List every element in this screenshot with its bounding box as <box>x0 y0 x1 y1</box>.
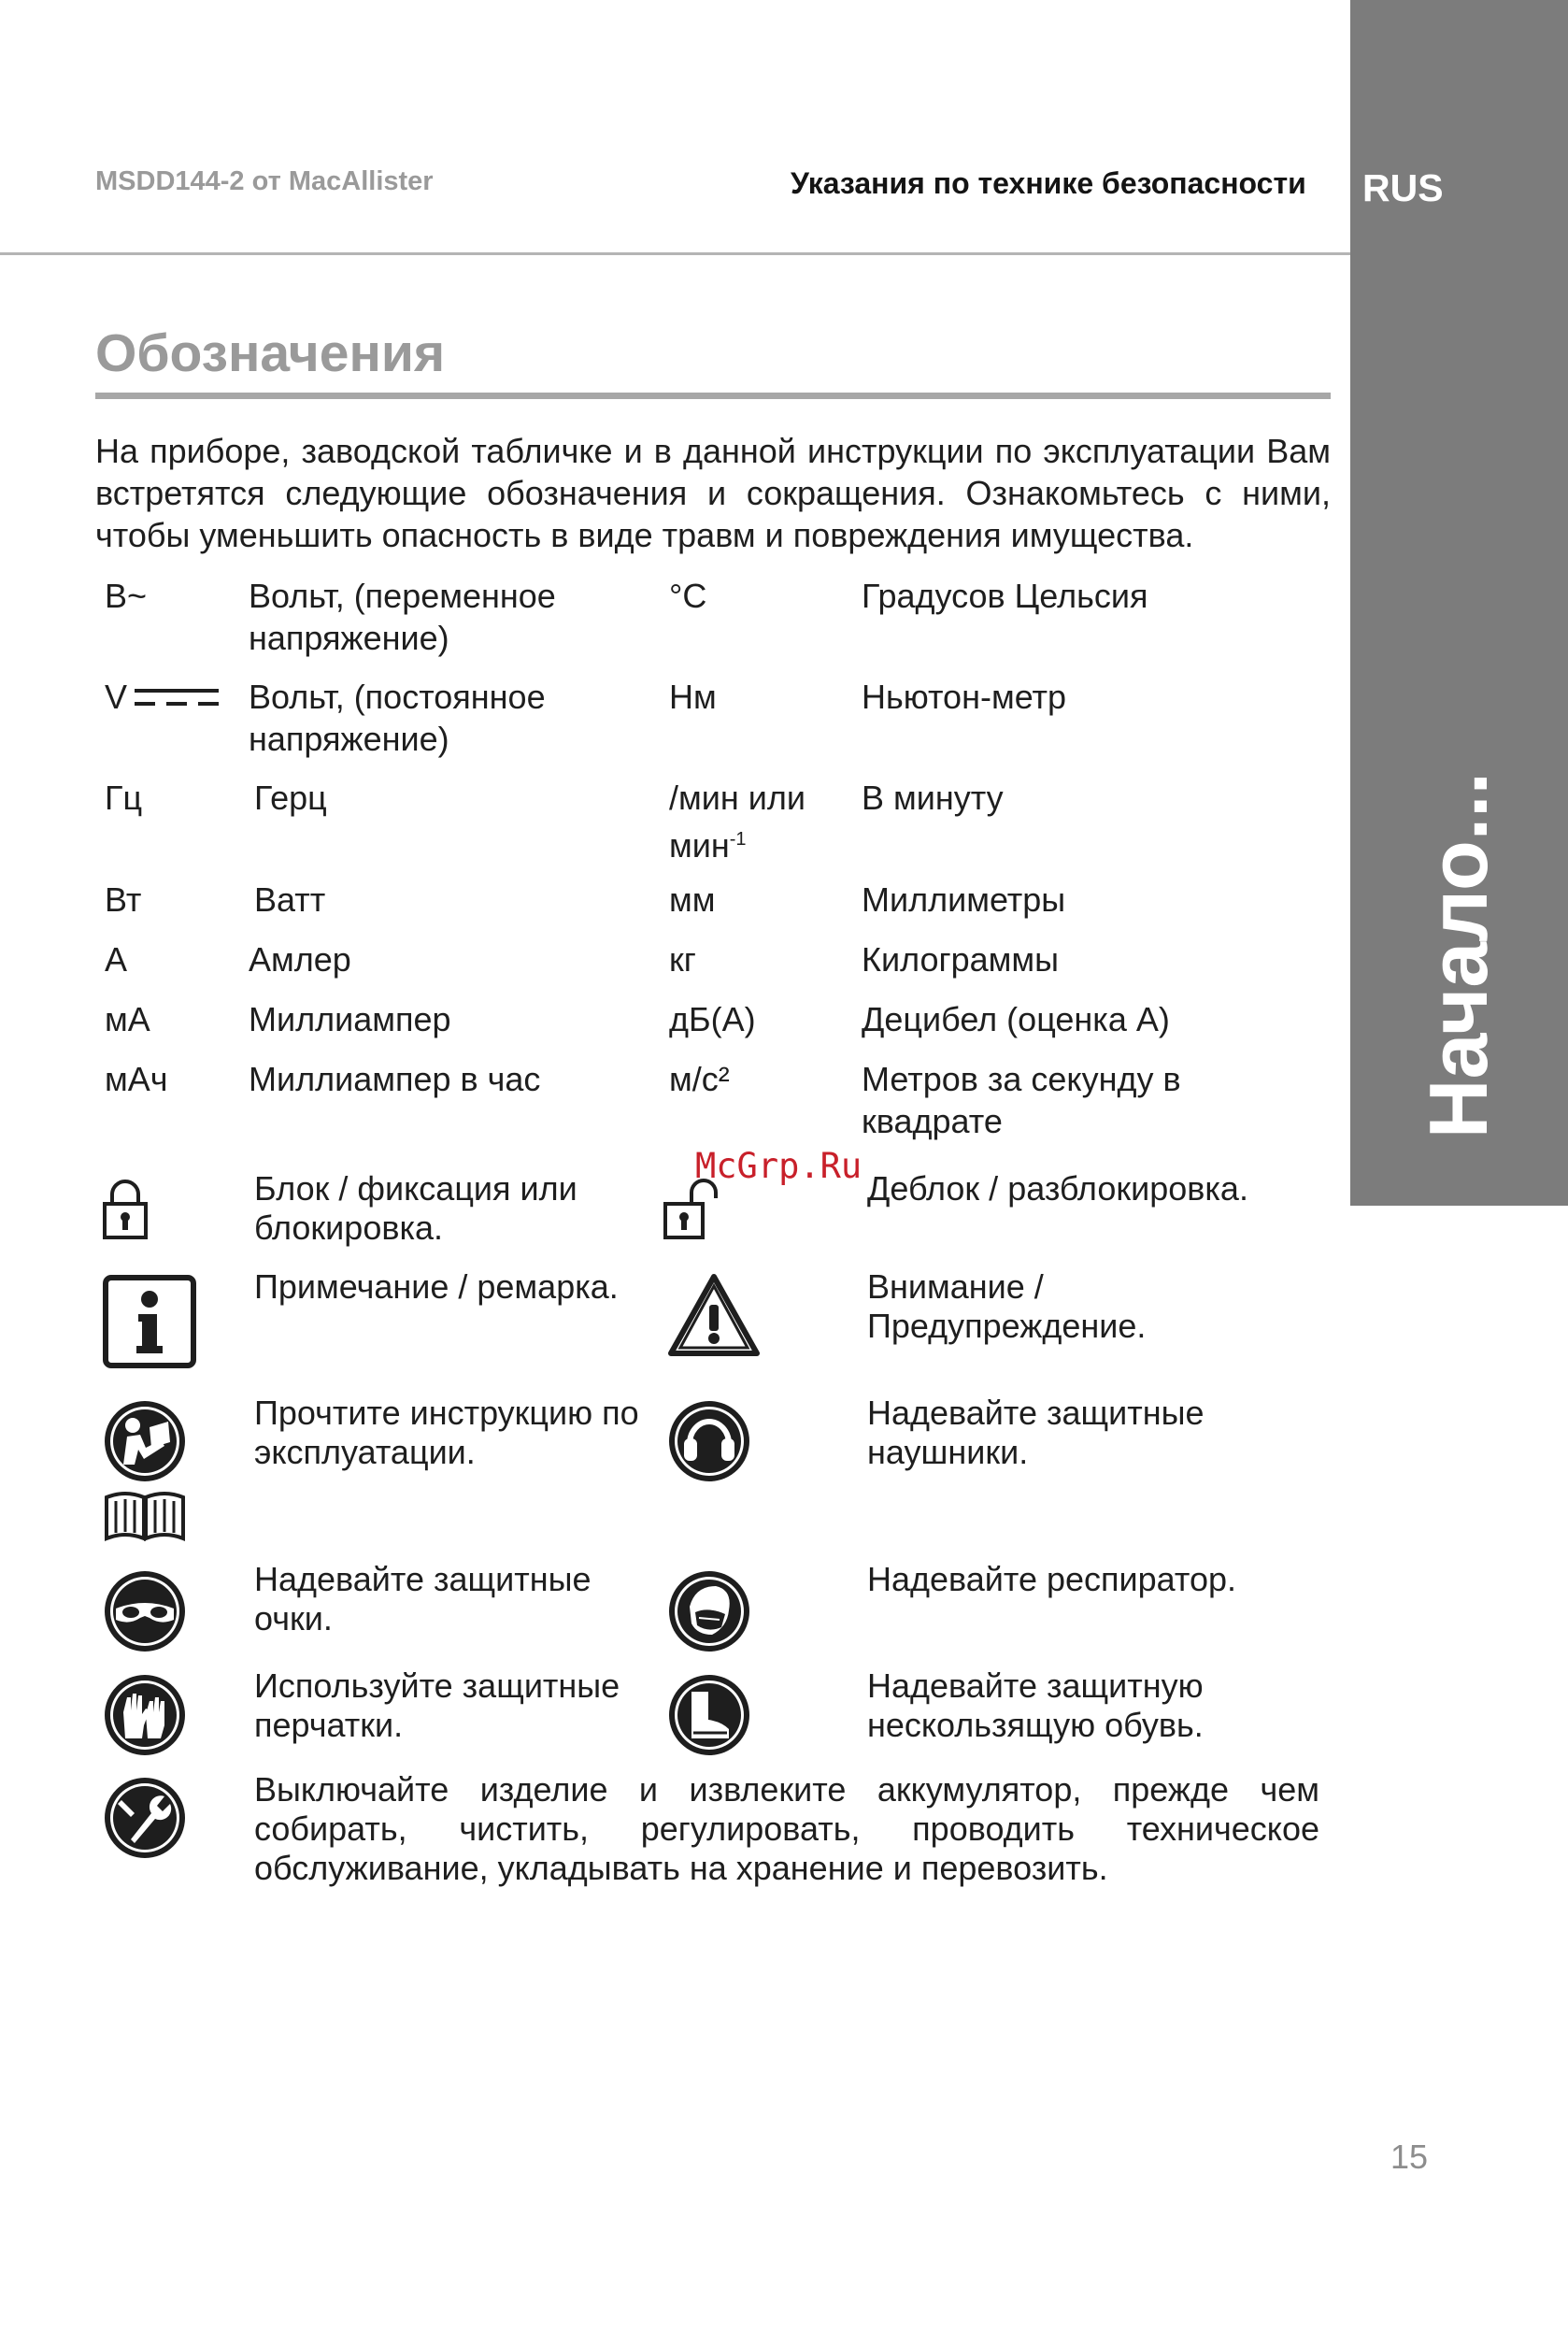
safety-goggles-icon <box>103 1569 187 1653</box>
abbr-symbol: дБ(А) <box>669 1000 756 1038</box>
abbr-symbol: /мин или <box>669 779 805 817</box>
symbol-description: Блок / фиксация или блокировка. <box>254 1169 577 1247</box>
open-book-icon <box>103 1488 187 1542</box>
abbr-meaning: Амлер <box>249 940 351 979</box>
safety-gloves-icon <box>103 1673 187 1757</box>
abbr-symbol: мАч <box>105 1060 168 1098</box>
maintenance-description: Выключайте изделие и извлеките аккумулятор, прежде чем собирать, чистить, регулировать, проводить техническое обслуживание, укладывать на хранение и перевозить. <box>254 1770 1319 1887</box>
page-title: Обозначения <box>95 323 446 383</box>
page-number: 15 <box>1390 2138 1429 2176</box>
abbr-meaning: Миллиампер в час <box>249 1060 541 1098</box>
sidebar-chapter-title: Начало... <box>1412 771 1504 1139</box>
symbol-description: Внимание / Предупреждение. <box>867 1267 1147 1345</box>
header-divider <box>0 252 1350 255</box>
symbol-description: Примечание / ремарка. <box>254 1267 619 1306</box>
abbr-symbol: А <box>105 940 128 979</box>
warning-triangle-icon <box>667 1273 761 1359</box>
abbr-meaning: Градусов Цельсия <box>862 577 1148 615</box>
abbr-symbol-part: мин <box>669 826 730 865</box>
abbr-symbol-line2 <box>669 819 747 866</box>
abbr-symbol-dc <box>105 676 221 718</box>
ear-protection-icon <box>667 1399 751 1483</box>
abbr-symbol: °C <box>669 577 707 615</box>
read-manual-icon <box>103 1399 187 1483</box>
abbr-meaning: Миллиметры <box>862 880 1066 919</box>
symbol-description: Надевайте защитные наушники. <box>867 1394 1205 1471</box>
abbr-meaning: Герц <box>254 779 327 817</box>
abbr-symbol: мм <box>669 880 716 919</box>
symbol-description: Надевайте респиратор. <box>867 1560 1237 1598</box>
abbr-meaning: Ньютон-метр <box>862 678 1067 716</box>
symbol-description: Используйте защитные перчатки. <box>254 1666 620 1744</box>
symbol-description: Деблок / разблокировка. <box>867 1169 1248 1208</box>
sidebar-language: RUS <box>1362 166 1444 209</box>
abbr-meaning: Метров за секунду в квадрате <box>862 1060 1181 1140</box>
intro-paragraph: На приборе, заводской табличке и в данной инструкции по эксплуатации Вам встретятся следующие обозначения и сокращения. Ознакомьтесь с ними, чтобы уменьшить опасность в виде травм и повреждения имущества. <box>95 432 1331 554</box>
abbr-symbol: Нм <box>669 678 717 716</box>
abbr-symbol: кг <box>669 940 696 979</box>
abbr-meaning: Ватт <box>254 880 326 919</box>
symbol-description: Надевайте защитную нескользящую обувь. <box>867 1666 1204 1744</box>
title-divider <box>95 393 1331 399</box>
header-section-title: Указания по технике безопасности <box>791 166 1306 200</box>
lock-icon <box>101 1176 150 1241</box>
abbr-symbol: м/с² <box>669 1060 730 1098</box>
abbr-symbol: мА <box>105 1000 150 1038</box>
header-product: MSDD144-2 от MacAllister <box>95 166 434 196</box>
respirator-icon <box>667 1569 751 1653</box>
dc-current-icon <box>133 683 221 711</box>
symbol-description: Прочтите инструкцию по эксплуатации. <box>254 1394 639 1471</box>
safety-boots-icon <box>667 1673 751 1757</box>
abbr-symbol: Гц <box>105 779 143 817</box>
abbr-symbol: Вт <box>105 880 142 919</box>
abbr-symbol: V <box>105 678 128 716</box>
abbr-meaning: Килограммы <box>862 940 1060 979</box>
abbr-meaning: Децибел (оценка А) <box>862 1000 1170 1038</box>
info-icon <box>103 1275 196 1368</box>
abbr-meaning: Миллиампер <box>249 1000 451 1038</box>
abbr-meaning: Вольт, (постоянное напряжение) <box>249 678 546 758</box>
abbr-superscript: -1 <box>729 829 747 850</box>
maintenance-icon <box>103 1776 187 1860</box>
abbr-meaning: Вольт, (переменное напряжение) <box>249 577 556 657</box>
abbr-meaning: В минуту <box>862 779 1004 817</box>
abbr-symbol: В~ <box>105 577 148 615</box>
symbol-description: Надевайте защитные очки. <box>254 1560 592 1637</box>
watermark: McGrp.Ru <box>695 1146 862 1186</box>
